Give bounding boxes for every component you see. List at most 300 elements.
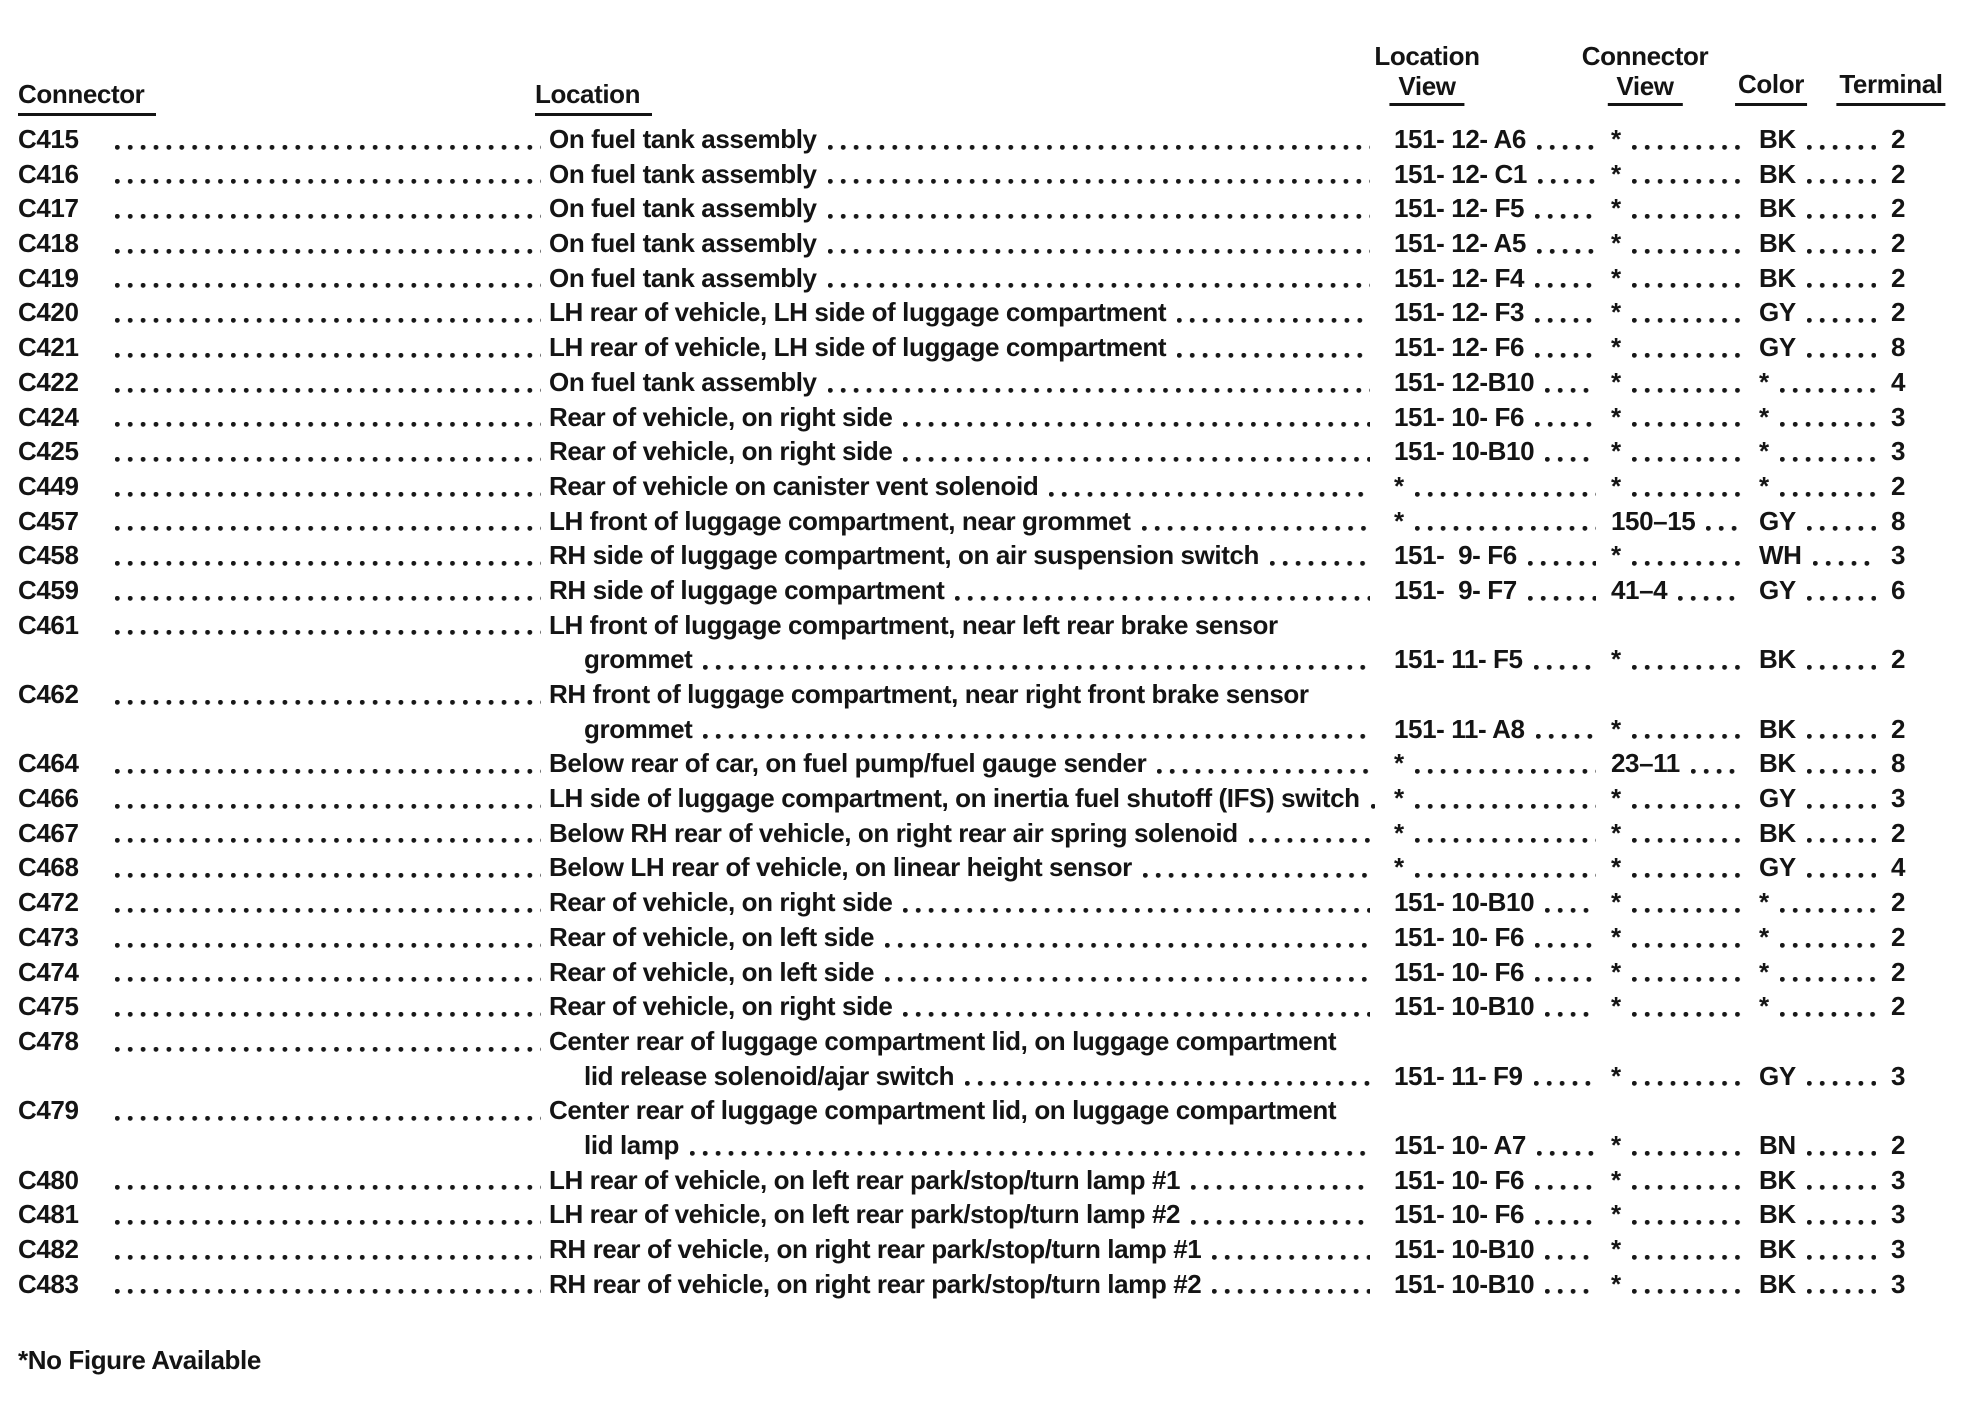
- location-text: Center rear of luggage compartment lid, on luggage compartment: [549, 1095, 1337, 1126]
- dot-leader: [1805, 261, 1876, 296]
- color-cell-value: GY: [1759, 505, 1796, 536]
- dot-leader: [1778, 434, 1876, 469]
- table-row: [18, 1024, 1964, 1059]
- location-text: On fuel tank assembly: [549, 262, 817, 293]
- connector-view-cell: [1604, 989, 1749, 1024]
- dot-leader: [1805, 1197, 1876, 1232]
- terminal-cell: [1884, 157, 1964, 192]
- dot-leader: [1543, 989, 1596, 1024]
- connector-cell: C449: [18, 470, 79, 501]
- location-text: Rear of vehicle, on right side: [549, 991, 893, 1022]
- column-header-location-view-line2: View: [1389, 71, 1464, 106]
- location-cell: [549, 538, 1394, 573]
- location-text: Center rear of luggage compartment lid, on luggage compartment: [549, 1025, 1337, 1056]
- location-cell: [549, 1024, 1964, 1059]
- table-row: [18, 400, 1964, 435]
- connector-view-cell: [1604, 746, 1749, 781]
- dot-leader: [113, 157, 541, 192]
- color-cell: [1749, 469, 1884, 504]
- dot-leader: [1805, 504, 1876, 539]
- dot-leader: [1704, 504, 1741, 539]
- color-cell-value: BK: [1759, 1199, 1796, 1230]
- connector-view-cell: [1604, 261, 1749, 296]
- dot-leader: [883, 920, 1370, 955]
- connector-cell: C421: [18, 332, 79, 363]
- dot-leader: [1630, 955, 1741, 990]
- location-cell: [549, 1232, 1394, 1267]
- connector-cell: C422: [18, 366, 79, 397]
- dot-leader: [701, 712, 1370, 747]
- location-cell: [549, 1059, 1394, 1094]
- connector-view-cell-value: *: [1611, 228, 1621, 259]
- terminal-cell: [1884, 712, 1964, 747]
- connector-view-cell-value: *: [1611, 401, 1621, 432]
- location-view-cell: [1394, 573, 1604, 608]
- dot-leader: [826, 157, 1370, 192]
- location-text: Rear of vehicle on canister vent solenoid: [549, 470, 1039, 501]
- column-header-location-view: [1374, 41, 1479, 106]
- location-text: Rear of vehicle, on left side: [549, 921, 875, 952]
- location-view-cell-value: 151- 10- F6: [1394, 401, 1525, 432]
- location-cell: [549, 504, 1394, 539]
- dot-leader: [1805, 191, 1876, 226]
- location-cell: [549, 330, 1394, 365]
- location-text: LH front of luggage compartment, near grommet: [549, 505, 1131, 536]
- color-cell-value: *: [1759, 436, 1769, 467]
- location-cell: [549, 712, 1394, 747]
- connector-cell: C466: [18, 783, 79, 814]
- column-header-connector-view: [1582, 41, 1708, 106]
- location-text: RH rear of vehicle, on right rear park/stop/turn lamp #1: [549, 1234, 1202, 1264]
- table-header: [18, 18, 1964, 122]
- table-row: [18, 226, 1964, 261]
- dot-leader: [1532, 1059, 1596, 1094]
- location-text: On fuel tank assembly: [549, 366, 817, 397]
- location-view-cell: [1394, 712, 1604, 747]
- table-body: [18, 122, 1964, 1301]
- dot-leader: [1535, 1128, 1596, 1163]
- dot-leader: [1630, 469, 1741, 504]
- color-cell: [1749, 920, 1884, 955]
- color-cell-value: BK: [1759, 124, 1796, 154]
- location-view-cell-value: *: [1394, 470, 1404, 501]
- dot-leader: [826, 226, 1370, 261]
- column-header-connector-view-line1: Connector: [1581, 41, 1709, 71]
- terminal-cell-value: 8: [1891, 332, 1906, 363]
- color-cell: [1749, 1232, 1884, 1267]
- location-view-cell-value: 151- 11- A8: [1394, 713, 1525, 744]
- connector-view-cell-value: 23–11: [1611, 748, 1680, 779]
- location-view-cell: [1394, 226, 1604, 261]
- dot-leader: [1413, 816, 1596, 851]
- connector-view-cell-value: *: [1611, 887, 1621, 918]
- terminal-cell: [1884, 365, 1964, 400]
- connector-view-cell-value: *: [1611, 1164, 1621, 1195]
- location-view-cell: [1394, 469, 1604, 504]
- dot-leader: [113, 226, 541, 261]
- dot-leader: [113, 677, 541, 712]
- dot-leader: [1805, 1128, 1876, 1163]
- dot-leader: [113, 261, 541, 296]
- dot-leader: [1630, 400, 1741, 435]
- location-view-cell: [1394, 365, 1604, 400]
- dot-leader: [1533, 261, 1596, 296]
- dot-leader: [1526, 538, 1596, 573]
- location-view-cell-value: 151- 12- C1: [1394, 158, 1527, 189]
- dot-leader: [1630, 191, 1741, 226]
- color-cell-value: WH: [1759, 540, 1802, 571]
- dot-leader: [113, 538, 541, 573]
- location-cell: [549, 365, 1394, 400]
- dot-leader: [1533, 295, 1596, 330]
- dot-leader: [1155, 746, 1370, 781]
- location-view-cell-value: 151- 12- F5: [1394, 193, 1525, 224]
- table-row: [18, 434, 1964, 469]
- connector-view-cell: [1604, 816, 1749, 851]
- connector-view-cell-value: *: [1611, 124, 1621, 154]
- color-cell: [1749, 885, 1884, 920]
- terminal-cell-value: 2: [1891, 956, 1906, 987]
- color-cell-value: GY: [1759, 852, 1796, 883]
- table-row: [18, 677, 1964, 712]
- color-cell: [1749, 850, 1884, 885]
- table-row: [18, 781, 1964, 816]
- dot-leader: [1805, 157, 1876, 192]
- dot-leader: [1535, 226, 1596, 261]
- manual-page: [0, 18, 1964, 1410]
- connector-view-cell: [1604, 538, 1749, 573]
- table-row: [18, 538, 1964, 573]
- color-cell-value: GY: [1759, 1060, 1796, 1091]
- dot-leader: [688, 1128, 1370, 1163]
- location-view-cell-value: 151- 12-B10: [1394, 366, 1535, 397]
- connector-view-cell: [1604, 885, 1749, 920]
- location-text: LH side of luggage compartment, on inertia fuel shutoff (IFS) switch: [549, 783, 1360, 814]
- dot-leader: [901, 400, 1370, 435]
- location-text: Rear of vehicle, on left side: [549, 956, 875, 987]
- connector-view-cell: [1604, 712, 1749, 747]
- location-cell: [549, 122, 1394, 157]
- table-row: [18, 122, 1964, 157]
- location-view-cell-value: *: [1394, 817, 1404, 848]
- dot-leader: [1630, 920, 1741, 955]
- connector-view-cell: [1604, 955, 1749, 990]
- table-row: [18, 157, 1964, 192]
- indent-spacer: [18, 712, 549, 747]
- dot-leader: [1811, 538, 1876, 573]
- dot-leader: [113, 400, 541, 435]
- color-cell: [1749, 122, 1884, 157]
- location-view-cell-value: 151- 10-B10: [1394, 1268, 1535, 1299]
- color-cell-value: *: [1759, 991, 1769, 1022]
- column-header-color: Color: [1735, 69, 1807, 106]
- connector-view-cell-value: *: [1611, 713, 1621, 744]
- table-row-continuation: [18, 642, 1964, 677]
- dot-leader: [113, 434, 541, 469]
- connector-view-cell-value: 150–15: [1611, 505, 1696, 536]
- color-cell: [1749, 538, 1884, 573]
- table-row: [18, 989, 1964, 1024]
- connector-view-cell: [1604, 434, 1749, 469]
- table-row: [18, 365, 1964, 400]
- location-cell: [549, 191, 1394, 226]
- dot-leader: [113, 920, 541, 955]
- connector-cell: C474: [18, 956, 79, 987]
- connector-view-cell-value: *: [1611, 783, 1621, 814]
- location-view-cell: [1394, 1267, 1604, 1302]
- dot-leader: [883, 955, 1370, 990]
- connector-cell: C479: [18, 1095, 79, 1126]
- location-text-line2: grommet: [584, 713, 693, 744]
- location-view-cell: [1394, 1197, 1604, 1232]
- dot-leader: [1413, 781, 1596, 816]
- location-cell: [549, 677, 1964, 712]
- connector-view-cell-value: 41–4: [1611, 574, 1668, 605]
- dot-leader: [1805, 642, 1876, 677]
- connector-view-cell: [1604, 781, 1749, 816]
- terminal-cell: [1884, 781, 1964, 816]
- dot-leader: [1778, 920, 1876, 955]
- location-view-cell: [1394, 261, 1604, 296]
- table-row: [18, 850, 1964, 885]
- location-cell: [549, 955, 1394, 990]
- dot-leader: [113, 885, 541, 920]
- location-view-cell-value: 151- 10- A7: [1394, 1129, 1526, 1160]
- connector-cell: C461: [18, 609, 79, 640]
- color-cell: [1749, 955, 1884, 990]
- connector-view-cell-value: *: [1611, 158, 1621, 189]
- dot-leader: [1778, 955, 1876, 990]
- table-row: [18, 504, 1964, 539]
- connector-cell: C420: [18, 297, 79, 328]
- indent-spacer: [18, 642, 549, 677]
- dot-leader: [963, 1059, 1370, 1094]
- terminal-cell: [1884, 1232, 1964, 1267]
- dot-leader: [1778, 885, 1876, 920]
- connector-cell: C462: [18, 679, 79, 709]
- color-cell-value: *: [1759, 921, 1769, 952]
- location-view-cell-value: *: [1394, 748, 1404, 779]
- dot-leader: [113, 850, 541, 885]
- table-row: [18, 469, 1964, 504]
- terminal-cell-value: 2: [1891, 228, 1906, 259]
- table-row: [18, 1093, 1964, 1128]
- connector-view-cell: [1604, 642, 1749, 677]
- dot-leader: [113, 608, 541, 643]
- color-cell-value: BK: [1759, 817, 1796, 848]
- location-text: RH rear of vehicle, on right rear park/stop/turn lamp #2: [549, 1268, 1202, 1299]
- location-view-cell: [1394, 989, 1604, 1024]
- dot-leader: [1630, 122, 1741, 157]
- dot-leader: [113, 573, 541, 608]
- terminal-cell-value: 3: [1891, 436, 1906, 467]
- location-view-cell: [1394, 434, 1604, 469]
- location-cell: [549, 434, 1394, 469]
- terminal-cell-value: 3: [1891, 540, 1906, 571]
- dot-leader: [1630, 1163, 1741, 1198]
- terminal-cell: [1884, 573, 1964, 608]
- dot-leader: [1778, 469, 1876, 504]
- color-cell-value: BN: [1759, 1129, 1796, 1160]
- dot-leader: [1630, 330, 1741, 365]
- location-view-cell-value: 151- 12- A5: [1394, 228, 1526, 259]
- location-view-cell: [1394, 955, 1604, 990]
- dot-leader: [1189, 1163, 1370, 1198]
- location-cell: [549, 746, 1394, 781]
- location-view-cell-value: 151- 12- F4: [1394, 262, 1525, 293]
- dot-leader: [1140, 504, 1371, 539]
- connector-view-cell-value: *: [1611, 852, 1621, 883]
- location-view-cell-value: 151- 10-B10: [1394, 436, 1535, 467]
- location-view-cell-value: 151- 9- F7: [1394, 574, 1517, 605]
- dot-leader: [1630, 816, 1741, 851]
- column-header-terminal: Terminal: [1836, 69, 1945, 106]
- dot-leader: [1535, 122, 1596, 157]
- terminal-cell: [1884, 885, 1964, 920]
- terminal-cell-value: 2: [1891, 124, 1906, 154]
- connector-cell: C482: [18, 1234, 79, 1264]
- terminal-cell: [1884, 295, 1964, 330]
- connector-view-cell: [1604, 226, 1749, 261]
- dot-leader: [113, 781, 541, 816]
- terminal-cell: [1884, 816, 1964, 851]
- dot-leader: [113, 746, 541, 781]
- terminal-cell: [1884, 469, 1964, 504]
- connector-cell: C419: [18, 262, 79, 293]
- color-cell: [1749, 191, 1884, 226]
- dot-leader: [1536, 157, 1596, 192]
- connector-view-cell: [1604, 1197, 1749, 1232]
- connector-cell: C425: [18, 436, 79, 467]
- indent-spacer: [18, 1059, 549, 1094]
- connector-view-cell-value: *: [1611, 193, 1621, 224]
- location-cell: [549, 608, 1964, 643]
- dot-leader: [1805, 712, 1876, 747]
- table-row: [18, 261, 1964, 296]
- connector-view-cell: [1604, 122, 1749, 157]
- terminal-cell-value: 2: [1891, 921, 1906, 952]
- color-cell-value: BK: [1759, 262, 1796, 293]
- color-cell: [1749, 261, 1884, 296]
- color-cell-value: GY: [1759, 332, 1796, 363]
- connector-view-cell-value: *: [1611, 1199, 1621, 1230]
- location-cell: [549, 1267, 1394, 1302]
- dot-leader: [1630, 642, 1741, 677]
- location-text: RH side of luggage compartment: [549, 574, 945, 605]
- connector-view-cell-value: *: [1611, 436, 1621, 467]
- terminal-cell-value: 2: [1891, 262, 1906, 293]
- location-text: Rear of vehicle, on right side: [549, 436, 893, 467]
- location-view-cell: [1394, 400, 1604, 435]
- connector-cell: C468: [18, 852, 79, 883]
- dot-leader: [1630, 1197, 1741, 1232]
- dot-leader: [1543, 434, 1596, 469]
- terminal-cell-value: 2: [1891, 644, 1906, 675]
- table-row: [18, 885, 1964, 920]
- location-view-cell: [1394, 746, 1604, 781]
- dot-leader: [113, 504, 541, 539]
- location-text: Below LH rear of vehicle, on linear height sensor: [549, 852, 1132, 883]
- table-row: [18, 295, 1964, 330]
- color-cell: [1749, 746, 1884, 781]
- dot-leader: [113, 1267, 541, 1302]
- terminal-cell-value: 3: [1891, 1234, 1906, 1264]
- dot-leader: [1533, 1163, 1596, 1198]
- connector-cell: C473: [18, 921, 79, 952]
- dot-leader: [1805, 1267, 1876, 1302]
- dot-leader: [1630, 781, 1741, 816]
- location-cell: [549, 261, 1394, 296]
- dot-leader: [1805, 816, 1876, 851]
- dot-leader: [113, 1093, 541, 1128]
- connector-view-cell-value: *: [1611, 1129, 1621, 1160]
- location-cell: [549, 226, 1394, 261]
- connector-view-cell: [1604, 365, 1749, 400]
- connector-cell: C458: [18, 540, 79, 571]
- connector-cell: C457: [18, 505, 79, 536]
- dot-leader: [1805, 330, 1876, 365]
- location-text: On fuel tank assembly: [549, 158, 817, 189]
- color-cell-value: BK: [1759, 158, 1796, 189]
- location-text-line2: lid release solenoid/ajar switch: [584, 1060, 955, 1091]
- location-view-cell: [1394, 504, 1604, 539]
- terminal-cell: [1884, 955, 1964, 990]
- dot-leader: [113, 330, 541, 365]
- terminal-cell: [1884, 1197, 1964, 1232]
- connector-view-cell: [1604, 504, 1749, 539]
- dot-leader: [1175, 295, 1370, 330]
- location-text: Below RH rear of vehicle, on right rear air spring solenoid: [549, 817, 1238, 848]
- terminal-cell-value: 8: [1891, 505, 1906, 536]
- terminal-cell-value: 3: [1891, 1199, 1906, 1230]
- table-row: [18, 1267, 1964, 1302]
- location-cell: [549, 469, 1394, 504]
- dot-leader: [1805, 295, 1876, 330]
- terminal-cell: [1884, 434, 1964, 469]
- color-cell-value: GY: [1759, 297, 1796, 328]
- location-text: Below rear of car, on fuel pump/fuel gauge sender: [549, 748, 1147, 779]
- location-view-cell-value: 151- 9- F6: [1394, 540, 1517, 571]
- location-view-cell: [1394, 1163, 1604, 1198]
- connector-view-cell-value: *: [1611, 366, 1621, 397]
- dot-leader: [1533, 330, 1596, 365]
- location-cell: [549, 1128, 1394, 1163]
- connector-view-cell-value: *: [1611, 1268, 1621, 1299]
- terminal-cell-value: 3: [1891, 1268, 1906, 1299]
- terminal-cell: [1884, 330, 1964, 365]
- column-header-location: Location: [535, 79, 652, 116]
- column-header-connector-view-line2: View: [1607, 71, 1682, 106]
- connector-view-cell: [1604, 469, 1749, 504]
- dot-leader: [1047, 469, 1370, 504]
- terminal-cell: [1884, 989, 1964, 1024]
- connector-cell: C415: [18, 124, 79, 154]
- terminal-cell: [1884, 261, 1964, 296]
- dot-leader: [113, 469, 541, 504]
- connector-cell: C483: [18, 1268, 79, 1299]
- location-text-line2: grommet: [584, 644, 693, 675]
- connector-view-cell: [1604, 400, 1749, 435]
- terminal-cell-value: 6: [1891, 574, 1906, 605]
- location-cell: [549, 885, 1394, 920]
- location-view-cell: [1394, 781, 1604, 816]
- dot-leader: [1247, 816, 1370, 851]
- color-cell: [1749, 1059, 1884, 1094]
- location-text: LH front of luggage compartment, near left rear brake sensor: [549, 609, 1278, 640]
- color-cell-value: *: [1759, 401, 1769, 432]
- color-cell-value: *: [1759, 956, 1769, 987]
- color-cell-value: GY: [1759, 783, 1796, 814]
